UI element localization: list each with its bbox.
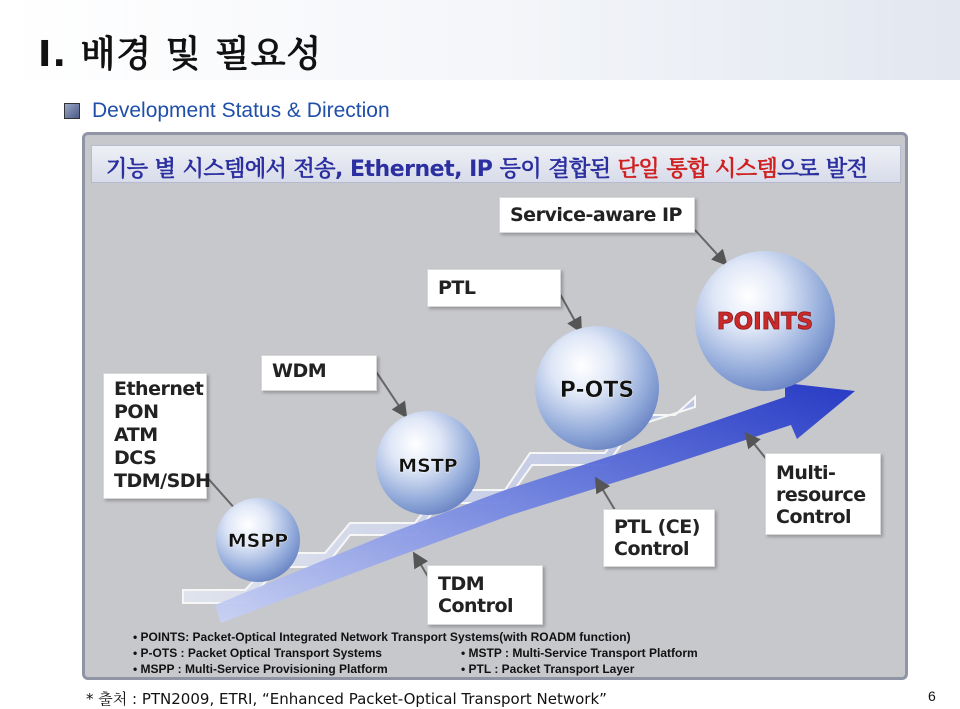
label-tdm-control-text: TDM Control — [438, 573, 514, 617]
connector-service-points — [695, 230, 725, 263]
connector-wdm-mstp — [375, 370, 405, 415]
sphere-mstp — [376, 411, 480, 515]
subtitle-bullet-icon — [64, 103, 80, 119]
diagram-panel — [82, 132, 908, 680]
connector-multi-points — [747, 435, 767, 460]
label-service-aware-ip — [499, 197, 695, 233]
legend-potss: • P-OTS : Packet Optical Transport Systems — [133, 646, 382, 660]
sphere-points — [695, 251, 835, 391]
label-ptl — [427, 269, 561, 307]
source-footnote: * 출처 : PTN2009, ETRI, “Enhanced Packet-Optical Transport Network” — [86, 690, 607, 708]
label-ethernet-stack-text: Ethernet PON ATM DCS TDM/SDH — [114, 378, 211, 492]
legend-row-2 — [133, 645, 698, 661]
legend-row-1 — [133, 629, 631, 645]
sphere-potss — [535, 326, 659, 450]
label-ptl-text: PTL — [438, 277, 476, 299]
label-tdm-control — [427, 565, 543, 625]
sphere-points-label: POINTS — [716, 309, 814, 335]
sphere-mspp-label: MSPP — [227, 530, 289, 552]
legend-mspp: • MSPP : Multi-Service Provisioning Platform — [133, 662, 388, 676]
label-multi-resource-text: Multi- resource Control — [776, 462, 866, 528]
legend-points: • POINTS: Packet-Optical Integrated Network Transport Systems(with ROADM function) — [133, 630, 631, 644]
label-wdm-text: WDM — [272, 360, 327, 382]
legend — [133, 629, 698, 677]
label-ptl-ce-control-text: PTL (CE) Control — [614, 516, 700, 560]
sphere-mstp-label: MSTP — [398, 455, 458, 477]
label-ethernet-stack — [103, 373, 211, 499]
page-number: 6 — [928, 688, 936, 704]
label-service-aware-ip-text: Service-aware IP — [510, 204, 682, 226]
subtitle: Development Status & Direction — [92, 99, 390, 122]
page-title: I. 배경 및 필요성 — [38, 34, 323, 75]
sphere-potss-label: P-OTS — [559, 378, 635, 403]
sphere-mspp — [216, 498, 300, 582]
legend-row-3 — [133, 661, 635, 677]
headline-part3: 으로 발전 — [777, 157, 868, 182]
legend-mstp: • MSTP : Multi-Service Transport Platform — [461, 646, 698, 660]
label-wdm — [261, 355, 377, 391]
legend-ptl: • PTL : Packet Transport Layer — [461, 662, 635, 676]
headline-highlight: 단일 통합 시스템 — [617, 157, 778, 182]
label-multi-resource — [765, 453, 881, 535]
label-ptl-ce-control — [603, 509, 715, 567]
headline-part1: 기능 별 시스템에서 전송, Ethernet, IP 등이 결합된 — [106, 157, 618, 182]
